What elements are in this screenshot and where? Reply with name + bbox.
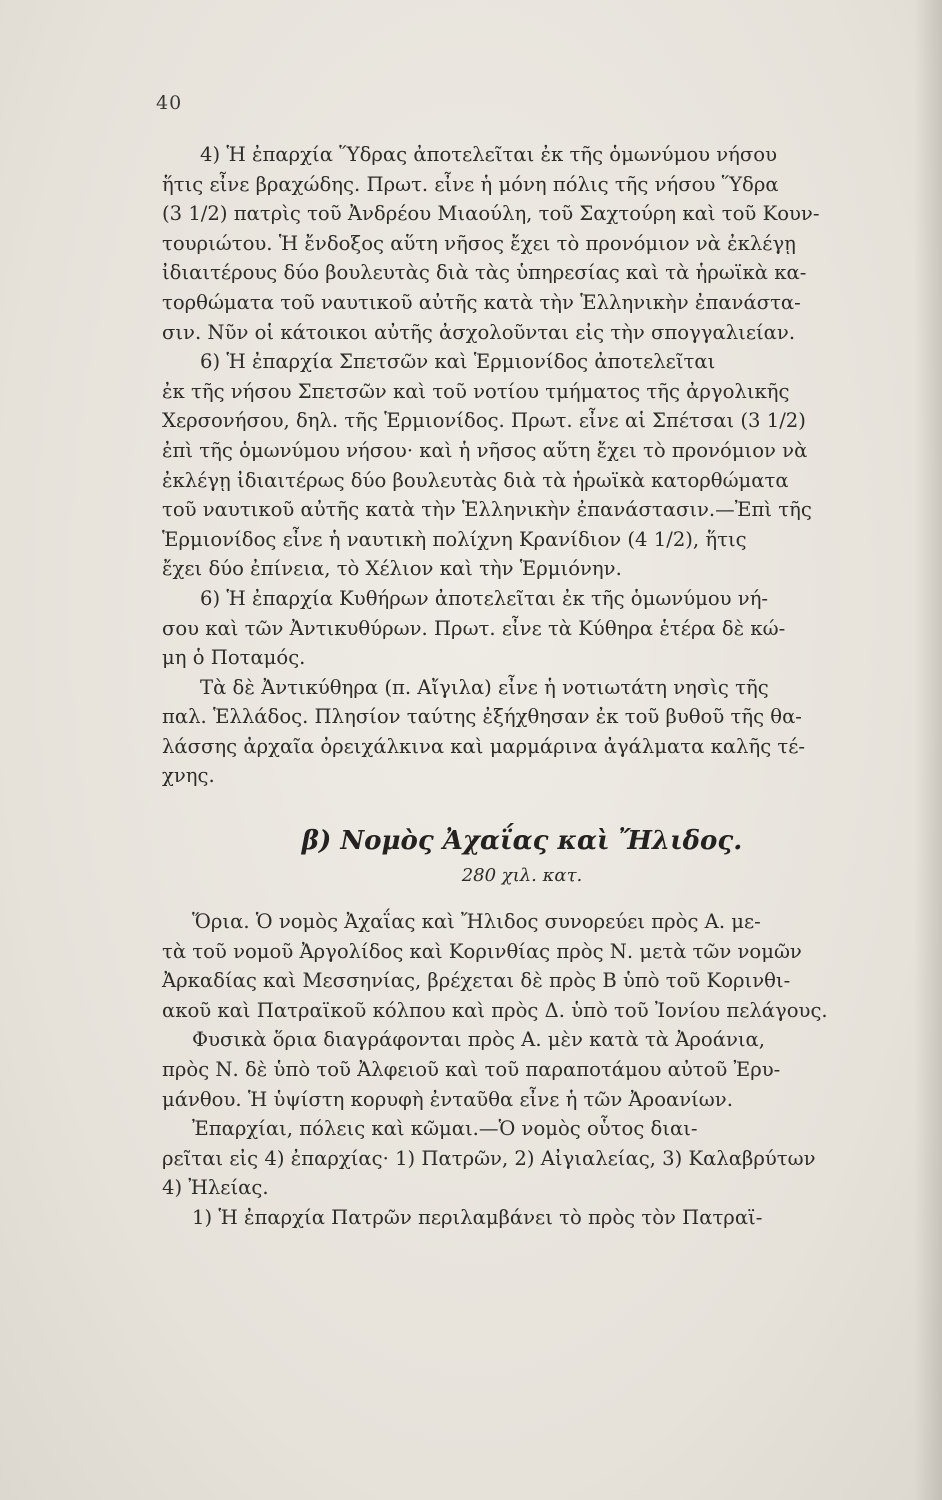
- text-line: 4) Ἡ ἐπαρχία Ὕδρας ἀποτελεῖται ἐκ τῆς ὁμωνύμου νήσου: [200, 143, 778, 166]
- text-line: ἥτις εἶνε βραχώδης. Πρωτ. εἶνε ἡ μόνη πόλις τῆς νήσου Ὕδρα: [162, 172, 779, 196]
- text-line: λάσσης ἀρχαῖα ὀρειχάλκινα καὶ μαρμάρινα ἀγάλματα καλῆς τέ-: [162, 734, 806, 758]
- text-line: σιν. Νῦν οἱ κάτοικοι αὐτῆς ἀσχολοῦνται εἰς τὴν σπογγαλιείαν.: [162, 320, 796, 344]
- text-line: ακοῦ καὶ Πατραϊκοῦ κόλπου καὶ πρὸς Δ. ὑπὸ τοῦ Ἰονίου πελάγους.: [162, 998, 828, 1022]
- text-line: τὰ τοῦ νομοῦ Ἀργολίδος καὶ Κορινθίας πρὸς Ν. μετὰ τῶν νομῶν: [162, 939, 802, 963]
- text-line: Ἑρμιονίδος εἶνε ἡ ναυτικὴ πολίχνη Κρανίδιον (4 1/2), ἥτις: [162, 527, 747, 551]
- text-line: χνης.: [162, 764, 215, 788]
- text-line: μάνθου. Ἡ ὑψίστη κορυφὴ ἐνταῦθα εἶνε ἡ τῶν Ἀροανίων.: [162, 1087, 733, 1111]
- text-line: μη ὁ Ποταμός.: [162, 646, 306, 670]
- text-line: πρὸς Ν. δὲ ὑπὸ τοῦ Ἀλφειοῦ καὶ τοῦ παραποτάμου αὐτοῦ Ἐρυ-: [162, 1058, 781, 1082]
- section-subheading: 280 χιλ. κατ.: [461, 865, 583, 887]
- text-line: (3 1/2) πατρὶς τοῦ Ἀνδρέου Μιαούλη, τοῦ Σαχτούρη καὶ τοῦ Κουν-: [162, 202, 820, 226]
- text-line: Ἐπαρχίαι, πόλεις καὶ κῶμαι.—Ὁ νομὸς οὗτος διαι-: [192, 1117, 698, 1141]
- section-heading: β) Νομὸς Ἀχαΐας καὶ Ἤλιδος.: [301, 826, 743, 857]
- text-line: 4) Ἠλείας.: [162, 1176, 269, 1200]
- text-line: τουριώτου. Ἡ ἔνδοξος αὕτη νῆσος ἔχει τὸ προνόμιον νὰ ἐκλέγῃ: [162, 231, 796, 255]
- body-text: [162, 140, 882, 1233]
- text-line: 1) Ἡ ἐπαρχία Πατρῶν περιλαμβάνει τὸ πρὸς τὸν Πατραϊ-: [192, 1206, 763, 1229]
- text-line: Ἀρκαδίας καὶ Μεσσηνίας, βρέχεται δὲ πρὸς Β ὑπὸ τοῦ Κορινθι-: [162, 969, 791, 993]
- text-line: ἐκ τῆς νήσου Σπετσῶν καὶ τοῦ νοτίου τμήματος τῆς ἀργολικῆς: [162, 379, 790, 403]
- page-number: 40: [156, 92, 183, 114]
- section-argolis-islands: [162, 140, 882, 791]
- text-line: ἰδιαιτέρους δύο βουλευτὰς διὰ τὰς ὑπηρεσίας καὶ τὰ ἡρωϊκὰ κα-: [162, 261, 807, 285]
- text-line: ρεῖται εἰς 4) ἐπαρχίας· 1) Πατρῶν, 2) Αἰγιαλείας, 3) Καλαβρύτων: [162, 1146, 816, 1170]
- text-line: τοῦ ναυτικοῦ αὐτῆς κατὰ τὴν Ἑλληνικὴν ἐπανάστασιν.—Ἐπὶ τῆς: [162, 498, 812, 522]
- text-line: ἔχει δύο ἐπίνεια, τὸ Χέλιον καὶ τὴν Ἑρμιόνην.: [162, 557, 622, 581]
- page-edge-shadow: [914, 0, 942, 1500]
- text-line: ἐπὶ τῆς ὁμωνύμου νήσου· καὶ ἡ νῆσος αὕτη ἔχει τὸ προνόμιον νὰ: [162, 438, 808, 462]
- text-line: Τὰ δὲ Ἀντικύθηρα (π. Αἴγιλα) εἶνε ἡ νοτιωτάτη νησὶς τῆς: [200, 675, 769, 699]
- text-line: Ὅρια. Ὁ νομὸς Ἀχαΐας καὶ Ἤλιδος συνορεύει πρὸς Α. με-: [192, 910, 761, 934]
- text-line: Φυσικὰ ὅρια διαγράφονται πρὸς Α. μὲν κατὰ τὰ Ἀροάνια,: [192, 1028, 765, 1052]
- text-line: παλ. Ἑλλάδος. Πλησίον ταύτης ἐξήχθησαν ἐκ τοῦ βυθοῦ τῆς θα-: [162, 705, 802, 729]
- text-line: 6) Ἡ ἐπαρχία Κυθήρων ἀποτελεῖται ἐκ τῆς ὁμωνύμου νή-: [200, 586, 769, 610]
- section-achaia-elis: [162, 907, 882, 1233]
- text-line: τορθώματα τοῦ ναυτικοῦ αὐτῆς κατὰ τὴν Ἑλληνικὴν ἐπανάστα-: [162, 290, 801, 314]
- text-line: Χερσονήσου, δηλ. τῆς Ἑρμιονίδος. Πρωτ. εἶνε αἱ Σπέτσαι (3 1/2): [162, 409, 806, 433]
- text-line: σου καὶ τῶν Ἀντικυθύρων. Πρωτ. εἶνε τὰ Κύθηρα ἑτέρα δὲ κώ-: [162, 616, 786, 640]
- text-line: 6) Ἡ ἐπαρχία Σπετσῶν καὶ Ἑρμιονίδος ἀποτελεῖται: [200, 350, 716, 374]
- text-line: ἐκλέγῃ ἰδιαιτέρως δύο βουλευτὰς διὰ τὰ ἡρωϊκὰ κατορθώματα: [162, 468, 789, 492]
